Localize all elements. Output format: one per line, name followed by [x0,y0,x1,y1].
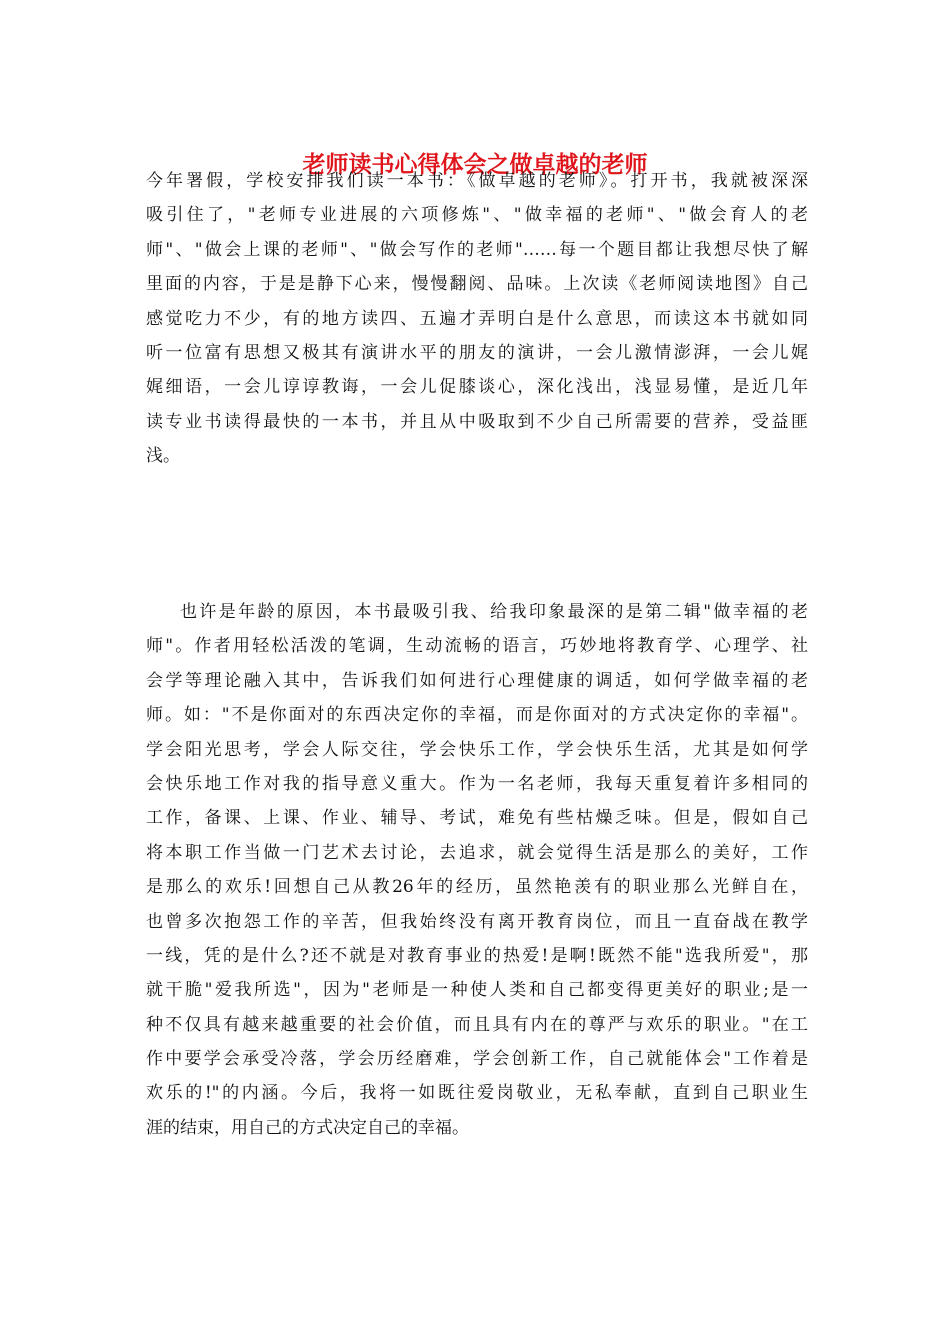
document-title: 老师读书心得体会之做卓越的老师 [302,151,648,178]
text-line: 也曾多次抱怨工作的辛苦，但我始终没有离开教育岗位，而且一直奋战在教学 [146,911,808,932]
document-body-2 [146,595,808,1145]
paragraph-2 [146,595,808,1145]
text-line: 就干脆"爱我所选"，因为"老师是一种使人类和自己都变得更美好的职业;是一 [146,980,808,1001]
text-line: 作中要学会承受冷落，学会历经磨难，学会创新工作，自己就能体会"工作着是 [146,1049,808,1070]
text-line: 将本职工作当做一门艺术去讨论，去追求，就会觉得生活是那么的美好，工作 [146,842,808,863]
text-line: 是那么的欢乐!回想自己从教26年的经历，虽然艳羡有的职业那么光鲜自在， [146,877,808,898]
text-line: 欢乐的!"的内涵。今后，我将一如既往爱岗敬业，无私奉献，直到自己职业生 [146,1083,808,1104]
text-line: 会学等理论融入其中，告诉我们如何进行心理健康的调适，如何学做幸福的老 [146,670,808,691]
text-line: 师。如："不是你面对的东西决定你的幸福，而是你面对的方式决定你的幸福"。 [146,705,808,726]
text-line: 浅。 [146,446,180,467]
text-line: 读专业书读得最快的一本书，并且从中吸取到不少自己所需要的营养，受益匪 [146,411,808,432]
text-line: 感觉吃力不少，有的地方读四、五遍才弄明白是什么意思，而读这本书就如同 [146,308,808,329]
text-line: 里面的内容，于是是静下心来，慢慢翻阅、品味。上次读《老师阅读地图》自己 [146,274,808,295]
text-line: 师"、"做会上课的老师"、"做会写作的老师"……每一个题目都让我想尽快了解 [146,239,808,260]
text-line: 也许是年龄的原因，本书最吸引我、给我印象最深的是第二辑"做幸福的老 [180,602,808,622]
text-line: 听一位富有思想又极其有演讲水平的朋友的演讲，一会儿激情澎湃，一会儿娓 [146,342,808,363]
text-line: 吸引住了，"老师专业进展的六项修炼"、"做幸福的老师"、"做会育人的老 [146,205,808,226]
text-line: 师"。作者用轻松活泼的笔调，生动流畅的语言，巧妙地将教育学、心理学、社 [146,636,808,657]
text-line: 工作，备课、上课、作业、辅导、考试，难免有些枯燥乏味。但是，假如自己 [146,808,808,829]
paragraph-1 [146,164,808,474]
text-line: 学会阳光思考，学会人际交往，学会快乐工作，学会快乐生活，尤其是如何学 [146,739,808,760]
text-line: 涯的结束，用自己的方式决定自己的幸福。 [146,1117,469,1138]
text-line: 一线，凭的是什么?还不就是对教育事业的热爱!是啊!既然不能"选我所爱"，那 [146,945,808,966]
text-line: 娓细语，一会儿谆谆教诲，一会儿促膝谈心，深化浅出，浅显易懂，是近几年 [146,377,808,398]
text-line: 种不仅具有越来越重要的社会价值，而且具有内在的尊严与欢乐的职业。"在工 [146,1014,808,1035]
document-body [146,164,808,474]
text-line: 会快乐地工作对我的指导意义重大。作为一名老师，我每天重复着许多相同的 [146,773,808,794]
text-line: 今年署假，学校安排我们读一本书：《做卓越的老师》。打开书，我就被深深 [146,171,808,191]
